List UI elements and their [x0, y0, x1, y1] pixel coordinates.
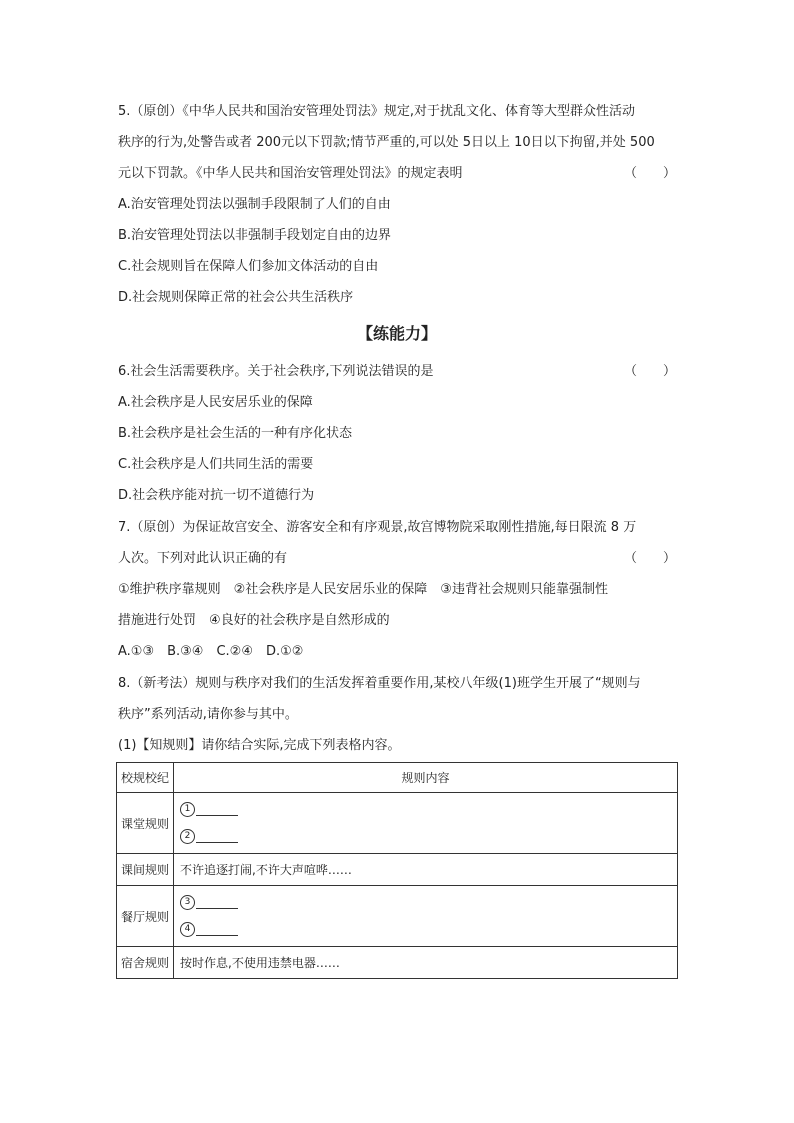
- table-row: [117, 886, 678, 947]
- section-heading: 【练能力】: [356, 324, 437, 343]
- q6-option-b: B.社会秩序是社会生活的一种有序化状态: [118, 426, 353, 441]
- answer-underline: [196, 896, 238, 909]
- table-row: [117, 793, 678, 854]
- q6-option-a: A.社会秩序是人民安居乐业的保障: [118, 395, 313, 410]
- table-row: [117, 947, 678, 979]
- rules-table: [116, 762, 678, 979]
- table-row-category: 餐厅规则: [117, 886, 174, 947]
- table-row-content: 不许追逐打闹,不许大声喧哗……: [174, 854, 678, 886]
- q7-statements-line-2: 措施进行处罚 ④良好的社会秩序是自然形成的: [118, 613, 390, 628]
- q8-stem-line-2: 秩序”系列活动,请你参与其中。: [118, 707, 298, 722]
- table-row: [117, 854, 678, 886]
- answer-blank-2[interactable]: [180, 823, 671, 850]
- answer-blank-1[interactable]: [180, 796, 671, 823]
- table-row-category: 课堂规则: [117, 793, 174, 854]
- q5-answer-bracket: （ ）: [623, 166, 676, 181]
- q7-stem-line-2: 人次。下列对此认识正确的有: [118, 551, 288, 566]
- q7-stem-line-1: 7.（原创）为保证故宫安全、游客安全和有序观景,故宫博物院采取刚性措施,每日限流 8 万: [118, 520, 637, 535]
- table-header-row: [117, 763, 678, 793]
- q5-stem-line-3: 元以下罚款。《中华人民共和国治安管理处罚法》的规定表明: [118, 166, 463, 181]
- answer-blank-4[interactable]: [180, 916, 671, 943]
- number-marker: 2: [180, 829, 195, 844]
- table-row-category: 宿舍规则: [117, 947, 174, 979]
- answer-underline: [196, 803, 238, 816]
- table-row-content: [174, 886, 678, 947]
- q5-option-a: A.治安管理处罚法以强制手段限制了人们的自由: [118, 197, 391, 212]
- number-marker: 3: [180, 895, 195, 910]
- table-row-category: 课间规则: [117, 854, 174, 886]
- q7-options: A.①③ B.③④ C.②④ D.①②: [118, 644, 304, 659]
- q5-option-d: D.社会规则保障正常的社会公共生活秩序: [118, 290, 354, 305]
- table-row-content: 按时作息,不使用违禁电器……: [174, 947, 678, 979]
- q7-answer-bracket: （ ）: [623, 551, 676, 566]
- q8-stem-line-1: 8.（新考法）规则与秩序对我们的生活发挥着重要作用,某校八年级(1)班学生开展了“规则与: [118, 676, 641, 691]
- table-header-content: 规则内容: [174, 763, 678, 793]
- answer-underline: [196, 830, 238, 843]
- number-marker: 4: [180, 922, 195, 937]
- q6-stem: 6.社会生活需要秩序。关于社会秩序,下列说法错误的是: [118, 364, 434, 379]
- answer-blank-3[interactable]: [180, 889, 671, 916]
- q5-option-c: C.社会规则旨在保障人们参加文体活动的自由: [118, 259, 379, 274]
- q5-stem-line-2: 秩序的行为,处警告或者 200元以下罚款;情节严重的,可以处 5日以上 10日以下拘留,并处 500: [118, 135, 655, 150]
- answer-underline: [196, 923, 238, 936]
- q6-option-c: C.社会秩序是人们共同生活的需要: [118, 457, 314, 472]
- q6-option-d: D.社会秩序能对抗一切不道德行为: [118, 488, 315, 503]
- table-row-content: [174, 793, 678, 854]
- q5-stem-line-1: 5.（原创）《中华人民共和国治安管理处罚法》规定,对于扰乱文化、体育等大型群众性活动: [118, 104, 636, 119]
- q6-answer-bracket: （ ）: [623, 364, 676, 379]
- q5-option-b: B.治安管理处罚法以非强制手段划定自由的边界: [118, 228, 392, 243]
- q7-statements-line-1: ①维护秩序靠规则 ②社会秩序是人民安居乐业的保障 ③违背社会规则只能靠强制性: [118, 582, 608, 597]
- q8-subquestion-1: (1)【知规则】请你结合实际,完成下列表格内容。: [118, 738, 401, 753]
- table-header-category: 校规校纪: [117, 763, 174, 793]
- number-marker: 1: [180, 802, 195, 817]
